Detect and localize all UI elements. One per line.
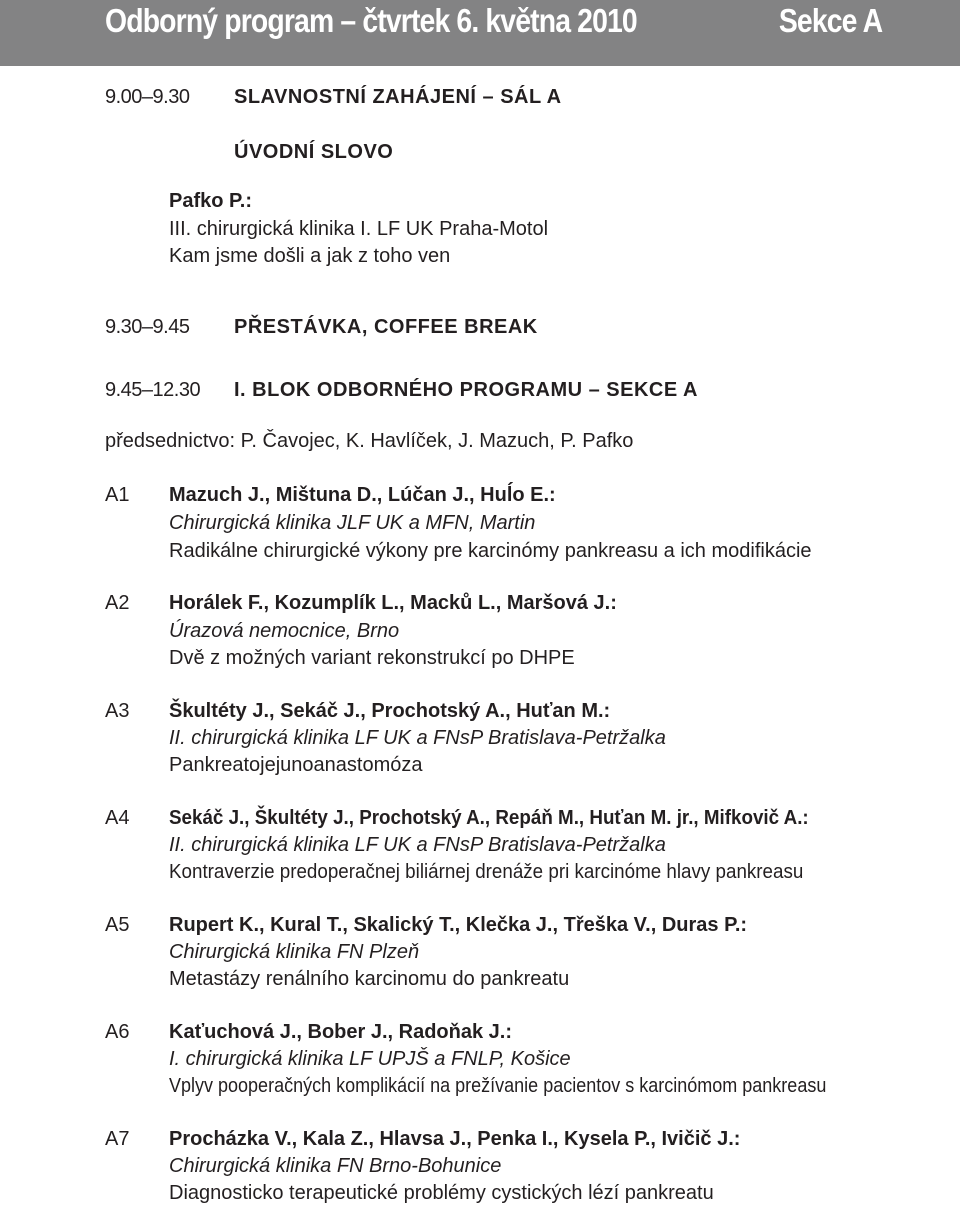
talk-authors: Rupert K., Kural T., Skalický T., Klečka J., Třeška V., Duras P.: [169,914,748,936]
talk-authors: Mazuch J., Mištuna D., Lúčan J., Huĺo E.: [169,484,556,506]
talk-title: Dvě z možných variant rekonstrukcí po DHPE [169,647,575,669]
block-heading: I. BLOK ODBORNÉHO PROGRAMU – SEKCE A [234,379,698,401]
talk-title: Metastázy renálního karcinomu do pankreatu [169,968,570,990]
opening-time: 9.00–9.30 [105,86,190,108]
talk-title: Vplyv pooperačných komplikácií na prežívanie pacientov s karcinómom pankreasu [169,1075,827,1097]
opening-subheading: ÚVODNÍ SLOVO [234,141,394,163]
break-time: 9.30–9.45 [105,316,190,338]
talk-institution: II. chirurgická klinika LF UK a FNsP Bratislava-Petržalka [169,834,666,856]
talk-code: A1 [105,484,130,506]
talk-title: Pankreatojejunoanastomóza [169,754,423,776]
section-label: Sekce A [778,2,882,39]
talk-code: A6 [105,1021,130,1043]
talk-code: A2 [105,592,130,614]
talk-code: A3 [105,700,130,722]
talk-institution: Chirurgická klinika FN Plzeň [169,941,420,963]
talk-institution: Chirurgická klinika FN Brno-Bohunice [169,1155,502,1177]
talk-code: A5 [105,914,130,936]
talk-authors: Kaťuchová J., Bober J., Radoňak J.: [169,1021,513,1043]
opening-institution: III. chirurgická klinika I. LF UK Praha-Motol [169,218,549,240]
talk-title: Radikálne chirurgické výkony pre karcinómy pankreasu a ich modifikácie [169,540,812,562]
talk-code: A4 [105,807,130,829]
talk-institution: I. chirurgická klinika LF UPJŠ a FNLP, Košice [169,1048,571,1070]
talk-title: Diagnosticko terapeutické problémy cystických lézí pankreatu [169,1182,714,1204]
opening-heading: SLAVNOSTNÍ ZAHÁJENÍ – SÁL A [234,86,562,108]
talk-institution: Chirurgická klinika JLF UK a MFN, Martin [169,512,536,534]
talk-authors: Škultéty J., Sekáč J., Prochotský A., Huťan M.: [169,700,611,722]
block-chairs: předsednictvo: P. Čavojec, K. Havlíček, J. Mazuch, P. Pafko [105,430,634,452]
break-heading: PŘESTÁVKA, COFFEE BREAK [234,316,538,338]
page-title: Odborný program – čtvrtek 6. května 2010 [105,2,637,39]
opening-talk: Kam jsme došli a jak z toho ven [169,245,451,267]
talk-authors: Horálek F., Kozumplík L., Macků L., Maršová J.: [169,592,617,614]
talk-authors: Sekáč J., Škultéty J., Prochotský A., Repáň M., Huťan M. jr., Mifkovič A.: [169,807,809,829]
talk-authors: Procházka V., Kala Z., Hlavsa J., Penka I., Kysela P., Ivičič J.: [169,1128,741,1150]
talk-institution: Úrazová nemocnice, Brno [169,620,400,642]
page-header [0,0,960,66]
talk-code: A7 [105,1128,130,1150]
opening-speaker: Pafko P.: [169,190,252,212]
talk-institution: II. chirurgická klinika LF UK a FNsP Bratislava-Petržalka [169,727,666,749]
talk-title: Kontraverzie predoperačnej biliárnej drenáže pri karcinóme hlavy pankreasu [169,861,804,883]
block-time: 9.45–12.30 [105,379,201,401]
